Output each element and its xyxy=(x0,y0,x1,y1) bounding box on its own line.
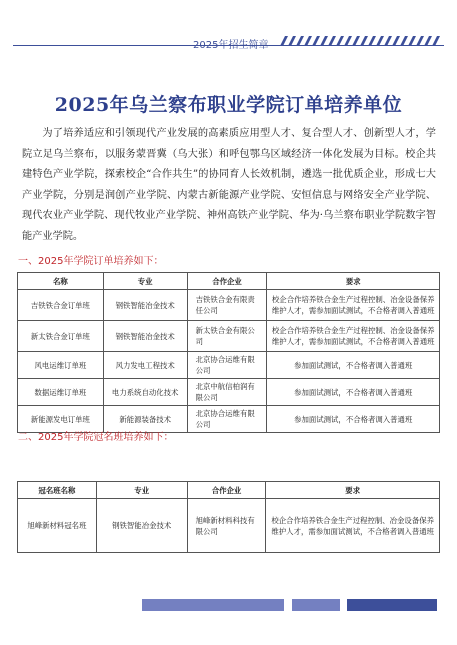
table-row xyxy=(18,290,440,321)
column-header-name: 冠名班名称 xyxy=(18,482,97,499)
table-row xyxy=(18,379,440,406)
cell-name: 吉铁铁合金订单班 xyxy=(18,290,104,321)
column-header-name: 名称 xyxy=(18,273,104,290)
column-header-major: 专业 xyxy=(96,482,187,499)
intro-paragraph: 为了培养适应和引领现代产业发展的高素质应用型人才、复合型人才、创新型人才，学院立足乌兰察布，以服务蒙晋冀（乌大张）和呼包鄂乌区域经济一体化发展为目标。校企共建特色产业学院，探索校企“合作共生”的协同育人长效机制，遴选一批优质企业，形成七大产业学院，分别是润创产业学院、内蒙古新能源产业学院、安恒信息与网络安全产业学院、现代农业产业学院、现代牧业产业学院、神州高铁产业学院、华为·乌兰察布职业学院数字智能产业学院。 xyxy=(22,128,436,242)
cell-name: 旭峰新材料冠名班 xyxy=(18,499,97,553)
cell-requirement: 参加面试测试，不合格者调入普通班 xyxy=(267,352,440,379)
cell-name: 风电运维订单班 xyxy=(18,352,104,379)
section2-heading: 二、2025年学院冠名班培养如下： xyxy=(18,432,174,443)
cell-name: 数据运维订单班 xyxy=(18,379,104,406)
cell-major: 钢铁智能冶金技术 xyxy=(103,321,187,352)
cell-major: 钢铁智能冶金技术 xyxy=(96,499,187,553)
column-header-company: 合作企业 xyxy=(187,482,266,499)
column-header-requirement: 要求 xyxy=(266,482,440,499)
column-header-requirement: 要求 xyxy=(267,273,440,290)
page-title: 2025年乌兰察布职业学院订单培养单位 xyxy=(54,94,403,116)
footer-bar-decoration xyxy=(142,599,284,611)
cell-company: 北京中航信柏润有限公司 xyxy=(187,379,267,406)
cell-requirement: 校企合作培养铁合金生产过程控制、冶金设备保养维护人才，需参加面试测试，不合格者调入普通班 xyxy=(267,321,440,352)
cell-major: 钢铁智能冶金技术 xyxy=(103,290,187,321)
cell-requirement: 参加面试测试，不合格者调入普通班 xyxy=(267,379,440,406)
section1-heading: 一、2025年学院订单培养如下： xyxy=(18,256,164,267)
cell-company: 北京协合运维有限公司 xyxy=(187,406,267,433)
cell-major: 风力发电工程技术 xyxy=(103,352,187,379)
cell-major: 电力系统自动化技术 xyxy=(103,379,187,406)
cell-company: 北京协合运维有限公司 xyxy=(187,352,267,379)
table-header-row xyxy=(18,273,440,290)
table-row xyxy=(18,499,440,553)
order-training-table xyxy=(17,272,440,433)
table-row xyxy=(18,321,440,352)
table-row xyxy=(18,352,440,379)
footer-bar-decoration xyxy=(292,599,340,611)
cell-name: 新太铁合金订单班 xyxy=(18,321,104,352)
header-label: 2025年招生简章 xyxy=(193,40,269,51)
named-class-table xyxy=(17,481,440,553)
cell-major: 新能源装备技术 xyxy=(103,406,187,433)
header-stripes-decoration xyxy=(276,36,443,46)
cell-requirement: 校企合作培养铁合金生产过程控制、冶金设备保养维护人才，需参加面试测试，不合格者调入普通班 xyxy=(267,290,440,321)
column-header-company: 合作企业 xyxy=(187,273,267,290)
footer-bar-decoration xyxy=(347,599,437,611)
cell-name: 新能源发电订单班 xyxy=(18,406,104,433)
cell-requirement: 校企合作培养铁合金生产过程控制、冶金设备保养维护人才，需参加面试测试，不合格者调入普通班 xyxy=(266,499,440,553)
cell-company: 新太铁合金有限公司 xyxy=(187,321,267,352)
column-header-major: 专业 xyxy=(103,273,187,290)
cell-requirement: 参加面试测试，不合格者调入普通班 xyxy=(267,406,440,433)
table-header-row xyxy=(18,482,440,499)
cell-company: 吉铁铁合金有限责任公司 xyxy=(187,290,267,321)
cell-company: 旭峰新材料科技有限公司 xyxy=(187,499,266,553)
